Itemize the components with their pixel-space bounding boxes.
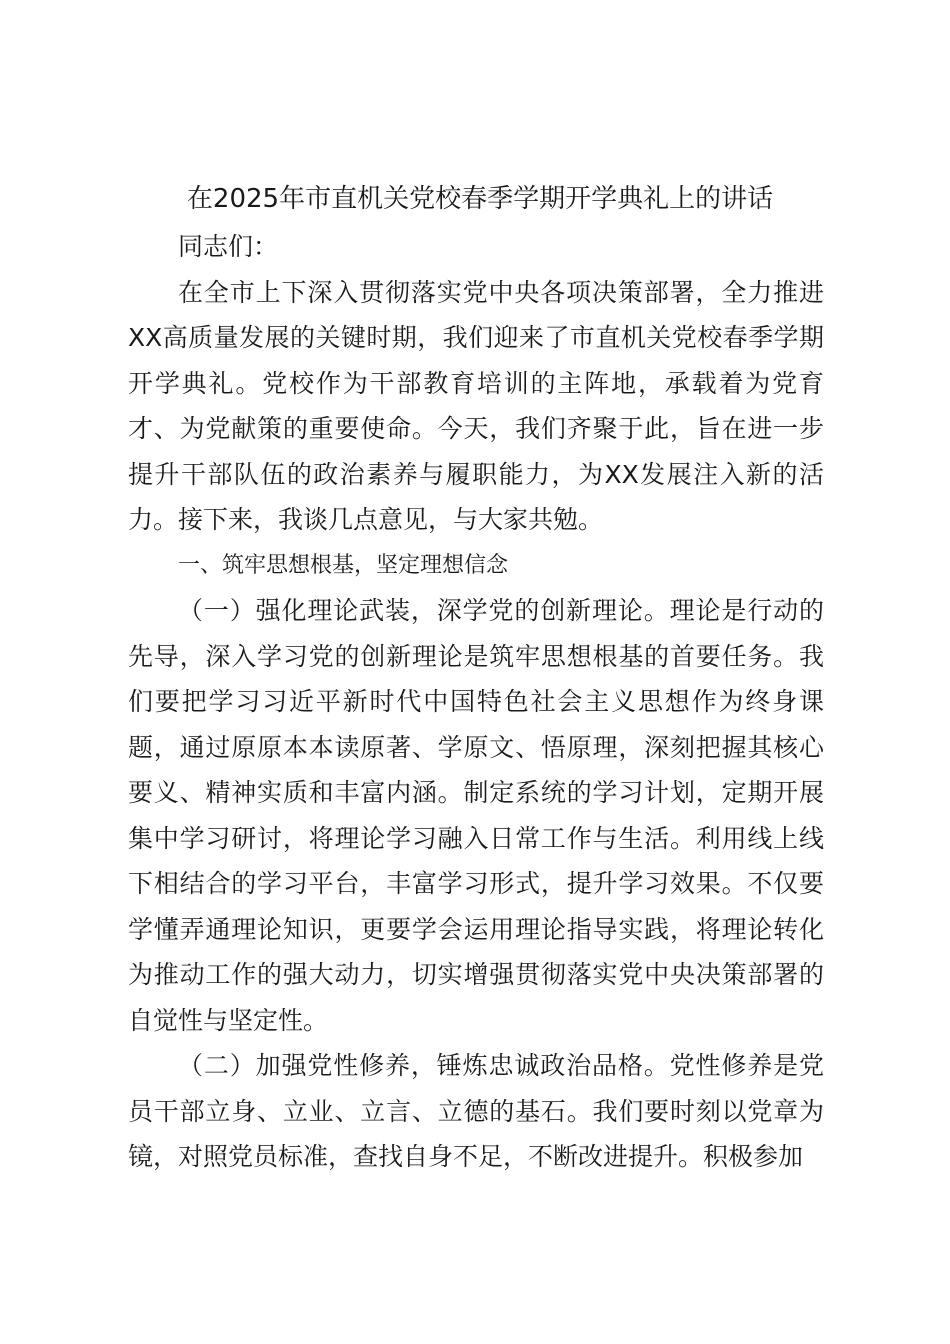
document-body	[128, 224, 824, 1180]
salutation: 同志们：	[178, 232, 279, 261]
paragraph-intro: 在全市上下深入贯彻落实党中央各项决策部署，全力推进XX高质量发展的关键时期，我们迎来了市直机关党校春季学期开学典礼。党校作为干部教育培训的主阵地，承载着为党育才、为党献策的重要使命。今天，我们齐聚于此，旨在进一步提升干部队伍的政治素养与履职能力，为XX发展注入新的活力。接下来，我谈几点意见，与大家共勉。	[128, 277, 824, 534]
section-heading-1: 一、筑牢思想根基，坚定理想信念	[178, 552, 509, 578]
paragraph-section-1-2: （二）加强党性修养，锤炼忠诚政治品格。党性修养是党员干部立身、立业、立言、立德的基石。我们要时刻以党章为镜，对照党员标准，查找自身不足，不断改进提升。积极参加	[128, 1051, 824, 1171]
paragraph-section-1-1: （一）强化理论武装，深学党的创新理论。理论是行动的先导，深入学习党的创新理论是筑牢思想根基的首要任务。我们要把学习习近平新时代中国特色社会主义思想作为终身课题，通过原原本本读原著、学原文、悟原理，深刻把握其核心要义、精神实质和丰富内涵。制定系统的学习计划，定期开展集中学习研讨，将理论学习融入日常工作与生活。利用线上线下相结合的学习平台，丰富学习形式，提升学习效果。不仅要学懂弄通理论知识，更要学会运用理论指导实践，将理论转化为推动工作的强大动力，切实增强贯彻落实党中央决策部署的自觉性与坚定性。	[128, 596, 824, 1035]
document-title: 在2025年市直机关党校春季学期开学典礼上的讲话	[186, 184, 774, 214]
